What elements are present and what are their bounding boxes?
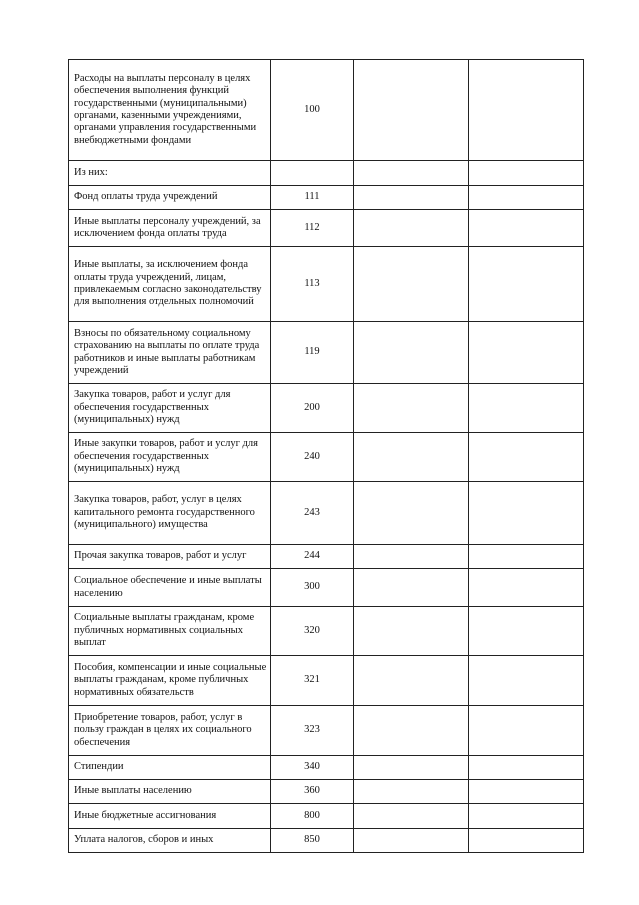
row-value-cell-1 (354, 656, 469, 706)
row-value-cell-1 (354, 247, 469, 322)
row-value-cell-1 (354, 482, 469, 545)
row-value-cell-2 (469, 161, 584, 186)
table-row (69, 186, 584, 210)
row-value-cell-2 (469, 60, 584, 161)
row-value-cell-2 (469, 210, 584, 247)
row-name-cell: Стипендии (69, 756, 271, 780)
row-name-cell: Социальные выплаты гражданам, кроме публичных нормативных социальных выплат (69, 607, 271, 656)
row-name-cell: Закупка товаров, работ и услуг для обеспечения государственных (муниципальных) нужд (69, 384, 271, 433)
table-row (69, 569, 584, 607)
row-code-cell: 850 (271, 829, 354, 853)
row-code-cell: 240 (271, 433, 354, 482)
row-value-cell-1 (354, 433, 469, 482)
row-value-cell-1 (354, 322, 469, 384)
row-value-cell-2 (469, 706, 584, 756)
table-row (69, 322, 584, 384)
row-value-cell-2 (469, 322, 584, 384)
row-value-cell-1 (354, 161, 469, 186)
row-name-cell: Иные бюджетные ассигнования (69, 804, 271, 829)
row-name-cell: Уплата налогов, сборов и иных (69, 829, 271, 853)
row-value-cell-2 (469, 569, 584, 607)
row-code-cell: 113 (271, 247, 354, 322)
row-value-cell-2 (469, 756, 584, 780)
row-value-cell-2 (469, 656, 584, 706)
row-code-cell (271, 161, 354, 186)
row-name-cell: Взносы по обязательному социальному страхованию на выплаты по оплате труда работников и иные выплаты работникам учреждений (69, 322, 271, 384)
row-code-cell: 323 (271, 706, 354, 756)
row-value-cell-2 (469, 804, 584, 829)
row-value-cell-1 (354, 706, 469, 756)
table-row (69, 161, 584, 186)
table-row (69, 433, 584, 482)
table-row (69, 482, 584, 545)
row-code-cell: 320 (271, 607, 354, 656)
table-row (69, 804, 584, 829)
row-name-cell: Пособия, компенсации и иные социальные выплаты гражданам, кроме публичных нормативных обязательств (69, 656, 271, 706)
table-row (69, 247, 584, 322)
row-code-cell: 300 (271, 569, 354, 607)
row-value-cell-1 (354, 545, 469, 569)
table-row (69, 545, 584, 569)
table-row (69, 756, 584, 780)
row-value-cell-1 (354, 780, 469, 804)
row-name-cell: Иные закупки товаров, работ и услуг для обеспечения государственных (муниципальных) нужд (69, 433, 271, 482)
row-value-cell-2 (469, 780, 584, 804)
row-code-cell: 340 (271, 756, 354, 780)
row-value-cell-2 (469, 545, 584, 569)
row-name-cell: Социальное обеспечение и иные выплаты населению (69, 569, 271, 607)
row-value-cell-1 (354, 756, 469, 780)
row-value-cell-1 (354, 60, 469, 161)
row-value-cell-2 (469, 607, 584, 656)
row-value-cell-2 (469, 433, 584, 482)
table-row (69, 829, 584, 853)
table-row (69, 706, 584, 756)
row-code-cell: 321 (271, 656, 354, 706)
row-name-cell: Иные выплаты персоналу учреждений, за исключением фонда оплаты труда (69, 210, 271, 247)
row-name-cell: Приобретение товаров, работ, услуг в пользу граждан в целях их социального обеспечения (69, 706, 271, 756)
row-name-cell: Иные выплаты населению (69, 780, 271, 804)
table-row (69, 210, 584, 247)
budget-expenses-table (68, 59, 584, 853)
row-value-cell-1 (354, 186, 469, 210)
table-row (69, 384, 584, 433)
row-value-cell-1 (354, 384, 469, 433)
row-value-cell-2 (469, 482, 584, 545)
row-value-cell-1 (354, 607, 469, 656)
row-name-cell: Фонд оплаты труда учреждений (69, 186, 271, 210)
row-name-cell: Из них: (69, 161, 271, 186)
row-code-cell: 112 (271, 210, 354, 247)
row-code-cell: 100 (271, 60, 354, 161)
row-value-cell-1 (354, 569, 469, 607)
table-row (69, 607, 584, 656)
table-body (69, 60, 584, 853)
row-value-cell-2 (469, 829, 584, 853)
row-code-cell: 800 (271, 804, 354, 829)
row-name-cell: Иные выплаты, за исключением фонда оплаты труда учреждений, лицам, привлекаемым согласно законодательству для выполнения отдельных полномочий (69, 247, 271, 322)
row-code-cell: 119 (271, 322, 354, 384)
row-name-cell: Закупка товаров, работ, услуг в целях капитального ремонта государственного (муниципального) имущества (69, 482, 271, 545)
table-row (69, 780, 584, 804)
row-code-cell: 200 (271, 384, 354, 433)
row-value-cell-1 (354, 804, 469, 829)
table-row (69, 656, 584, 706)
row-code-cell: 243 (271, 482, 354, 545)
row-value-cell-2 (469, 247, 584, 322)
row-value-cell-2 (469, 384, 584, 433)
row-value-cell-2 (469, 186, 584, 210)
row-name-cell: Расходы на выплаты персоналу в целях обеспечения выполнения функций государственными (муниципальными) органами, казенными учреждениями, органами управления государственными внебюджетными фондами (69, 60, 271, 161)
row-value-cell-1 (354, 210, 469, 247)
table-row (69, 60, 584, 161)
row-value-cell-1 (354, 829, 469, 853)
row-name-cell: Прочая закупка товаров, работ и услуг (69, 545, 271, 569)
row-code-cell: 360 (271, 780, 354, 804)
row-code-cell: 244 (271, 545, 354, 569)
row-code-cell: 111 (271, 186, 354, 210)
